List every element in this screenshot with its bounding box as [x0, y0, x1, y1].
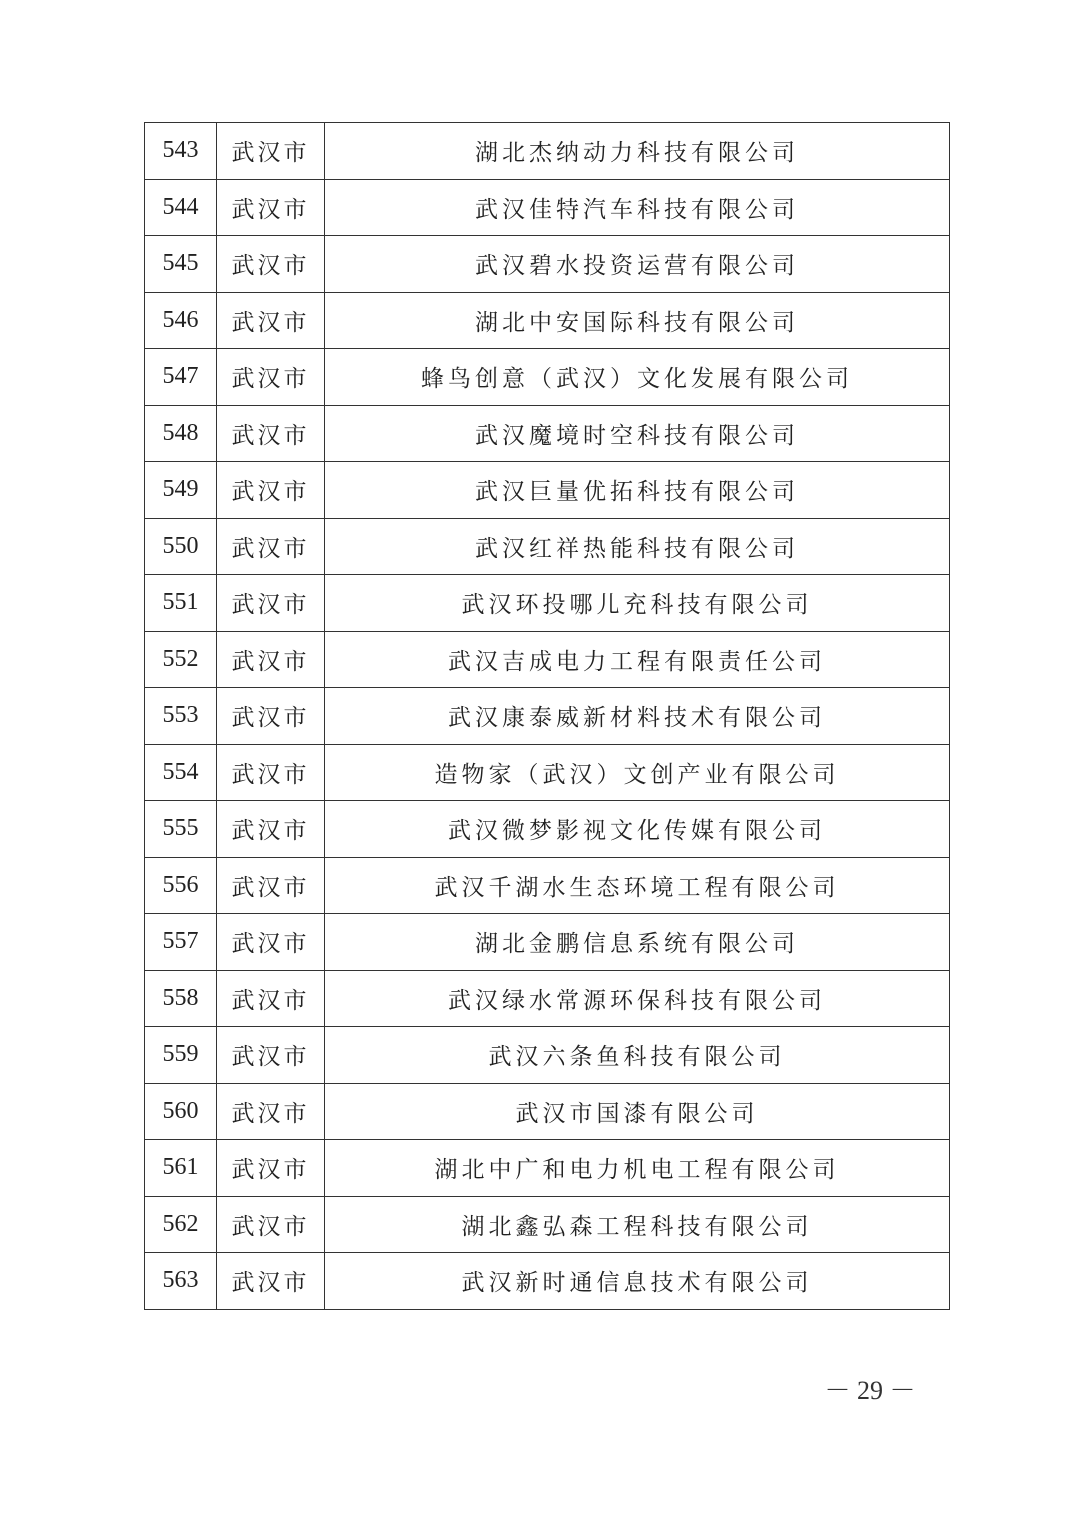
- table-row: [145, 1196, 950, 1253]
- row-number: 550: [145, 518, 217, 575]
- row-city: 武汉市: [217, 801, 325, 858]
- row-city: 武汉市: [217, 179, 325, 236]
- table-row: [145, 179, 950, 236]
- row-number: 547: [145, 349, 217, 406]
- row-company-name: 武汉市国漆有限公司: [325, 1083, 950, 1140]
- row-number: 552: [145, 631, 217, 688]
- row-city: 武汉市: [217, 970, 325, 1027]
- row-number: 559: [145, 1027, 217, 1084]
- row-company-name: 湖北中广和电力机电工程有限公司: [325, 1140, 950, 1197]
- row-city: 武汉市: [217, 123, 325, 180]
- table-row: [145, 744, 950, 801]
- row-city: 武汉市: [217, 1196, 325, 1253]
- row-city: 武汉市: [217, 518, 325, 575]
- page-number: － 29 －: [824, 1376, 916, 1405]
- row-company-name: 湖北中安国际科技有限公司: [325, 292, 950, 349]
- row-city: 武汉市: [217, 349, 325, 406]
- row-number: 553: [145, 688, 217, 745]
- row-city: 武汉市: [217, 1140, 325, 1197]
- row-company-name: 武汉吉成电力工程有限责任公司: [325, 631, 950, 688]
- table-row: [145, 1253, 950, 1310]
- row-city: 武汉市: [217, 236, 325, 293]
- row-number: 548: [145, 405, 217, 462]
- row-city: 武汉市: [217, 462, 325, 519]
- table-row: [145, 914, 950, 971]
- row-company-name: 武汉环投哪儿充科技有限公司: [325, 575, 950, 632]
- row-number: 555: [145, 801, 217, 858]
- company-list-table: [144, 122, 950, 1310]
- row-number: 546: [145, 292, 217, 349]
- row-city: 武汉市: [217, 857, 325, 914]
- row-company-name: 武汉魔境时空科技有限公司: [325, 405, 950, 462]
- row-number: 560: [145, 1083, 217, 1140]
- table-body: [145, 123, 950, 1310]
- row-city: 武汉市: [217, 575, 325, 632]
- row-number: 563: [145, 1253, 217, 1310]
- row-city: 武汉市: [217, 914, 325, 971]
- row-number: 543: [145, 123, 217, 180]
- row-company-name: 武汉绿水常源环保科技有限公司: [325, 970, 950, 1027]
- row-company-name: 武汉微梦影视文化传媒有限公司: [325, 801, 950, 858]
- table-row: [145, 462, 950, 519]
- row-number: 557: [145, 914, 217, 971]
- row-city: 武汉市: [217, 292, 325, 349]
- row-company-name: 造物家（武汉）文创产业有限公司: [325, 744, 950, 801]
- table-row: [145, 970, 950, 1027]
- row-number: 556: [145, 857, 217, 914]
- row-city: 武汉市: [217, 1083, 325, 1140]
- row-city: 武汉市: [217, 688, 325, 745]
- row-number: 545: [145, 236, 217, 293]
- row-city: 武汉市: [217, 405, 325, 462]
- row-number: 549: [145, 462, 217, 519]
- row-number: 544: [145, 179, 217, 236]
- table-row: [145, 631, 950, 688]
- row-company-name: 武汉佳特汽车科技有限公司: [325, 179, 950, 236]
- row-number: 558: [145, 970, 217, 1027]
- table-row: [145, 1083, 950, 1140]
- row-city: 武汉市: [217, 1027, 325, 1084]
- row-city: 武汉市: [217, 1253, 325, 1310]
- row-company-name: 武汉巨量优拓科技有限公司: [325, 462, 950, 519]
- table-row: [145, 292, 950, 349]
- table-row: [145, 857, 950, 914]
- row-company-name: 湖北金鹏信息系统有限公司: [325, 914, 950, 971]
- row-company-name: 湖北杰纳动力科技有限公司: [325, 123, 950, 180]
- row-number: 561: [145, 1140, 217, 1197]
- table-row: [145, 405, 950, 462]
- table-row: [145, 688, 950, 745]
- row-company-name: 武汉碧水投资运营有限公司: [325, 236, 950, 293]
- table-row: [145, 801, 950, 858]
- table-row: [145, 236, 950, 293]
- table-row: [145, 575, 950, 632]
- row-company-name: 武汉新时通信息技术有限公司: [325, 1253, 950, 1310]
- row-company-name: 武汉康泰威新材料技术有限公司: [325, 688, 950, 745]
- row-company-name: 武汉红祥热能科技有限公司: [325, 518, 950, 575]
- row-company-name: 武汉六条鱼科技有限公司: [325, 1027, 950, 1084]
- table-row: [145, 123, 950, 180]
- table-row: [145, 1140, 950, 1197]
- table-row: [145, 349, 950, 406]
- table-row: [145, 518, 950, 575]
- row-city: 武汉市: [217, 631, 325, 688]
- row-city: 武汉市: [217, 744, 325, 801]
- row-number: 554: [145, 744, 217, 801]
- row-company-name: 蜂鸟创意（武汉）文化发展有限公司: [325, 349, 950, 406]
- row-company-name: 武汉千湖水生态环境工程有限公司: [325, 857, 950, 914]
- row-company-name: 湖北鑫弘森工程科技有限公司: [325, 1196, 950, 1253]
- table-row: [145, 1027, 950, 1084]
- row-number: 562: [145, 1196, 217, 1253]
- row-number: 551: [145, 575, 217, 632]
